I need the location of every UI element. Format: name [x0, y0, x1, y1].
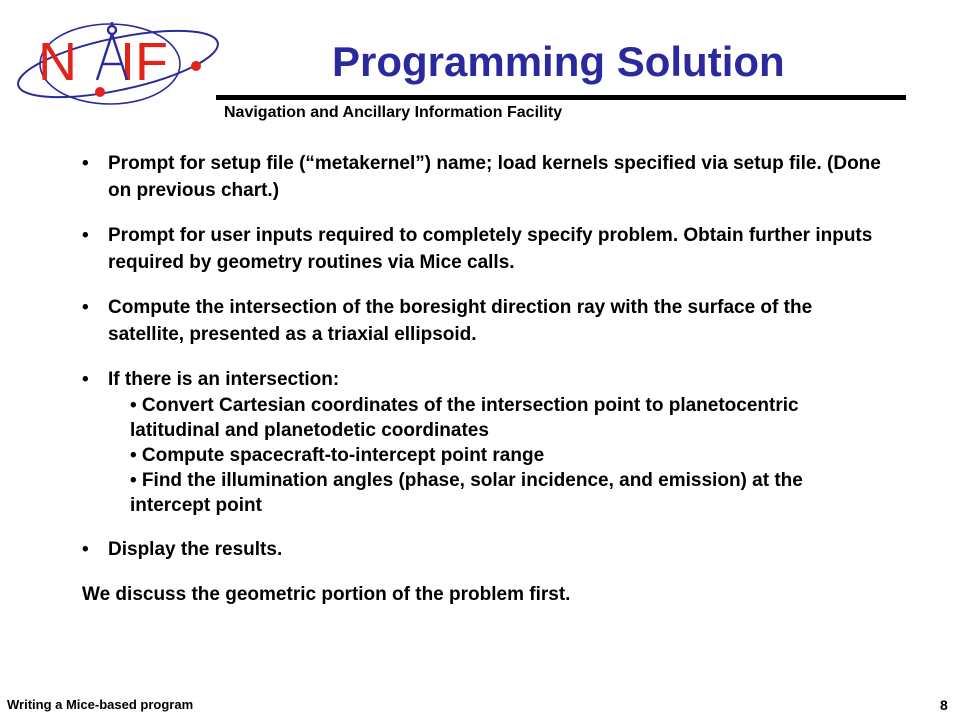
bullet-text: Prompt for user inputs required to completely specify problem. Obtain further inputs required by geometry routines via Mice calls. [108, 225, 873, 273]
svg-text:IF: IF [120, 32, 168, 92]
sub-bullet-item: • Compute spacecraft-to-intercept point range [130, 445, 545, 466]
logo-dot-right [191, 61, 201, 71]
logo-letters: N [38, 32, 77, 92]
bullet-dot: • [82, 539, 89, 560]
bullet-text: Display the results. [108, 539, 283, 560]
bullet-dot: • [82, 225, 89, 246]
logo-dot-bottom [95, 87, 105, 97]
slide-content [82, 150, 882, 608]
footer-title: Writing a Mice-based program [7, 697, 194, 712]
title-divider [216, 95, 906, 100]
sub-bullet-item: • Convert Cartesian coordinates of the intersection point to planetocentric latitudinal and planetodetic coordinates [130, 395, 799, 441]
naif-logo [0, 0, 230, 110]
bullet-item [82, 536, 882, 563]
closing-statement: We discuss the geometric portion of the problem first. [82, 584, 571, 605]
page-subtitle: Navigation and Ancillary Information Facility [224, 104, 563, 121]
sub-bullet-item: • Find the illumination angles (phase, solar incidence, and emission) at the intercept point [130, 470, 803, 516]
bullet-item [82, 150, 882, 204]
bullet-dot: • [82, 297, 89, 318]
bullet-item [82, 222, 882, 276]
sub-bullet-list [82, 393, 882, 518]
bullet-item [82, 366, 882, 518]
page-number: 8 [940, 697, 948, 713]
bullet-text: Prompt for setup file (“metakernel”) name; load kernels specified via setup file. (Done on previous chart.) [108, 153, 881, 201]
bullet-text: If there is an intersection: [108, 369, 340, 390]
bullet-dot: • [82, 153, 89, 174]
bullet-text: Compute the intersection of the boresight direction ray with the surface of the satellite, presented as a triaxial ellipsoid. [108, 297, 813, 345]
page-title: Programming Solution [332, 38, 785, 85]
bullet-dot: • [82, 369, 89, 390]
bullet-item [82, 294, 882, 348]
